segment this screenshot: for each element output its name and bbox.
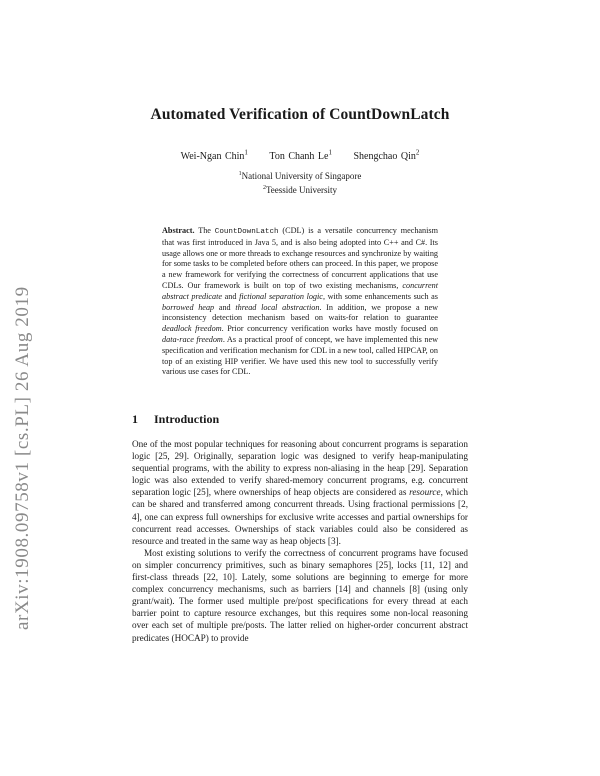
arxiv-identifier-stamp: arXiv:1908.09758v1 [cs.PL] 26 Aug 2019	[12, 286, 33, 630]
affiliations	[132, 169, 468, 196]
abstract: Abstract. The CountDownLatch (CDL) is a versatile concurrency mechanism that was first introduced in Java 5, and is also being adopted into C++ and C#. Its usage allows one or more threads to exchange resources and synchronize by waiting for some tasks to be completed before others can proceed. In this paper, we propose a new framework for verifying the correctness of concurrent applications that use CDLs. Our framework is built on top of two existing mechanisms, concurrent abstract predicate and fictional separation logic, with some enhancements such as borrowed heap and thread local abstraction. In addition, we propose a new inconsistency detection mechanism based on waits-for relation to guarantee deadlock freedom. Prior concurrency verification works have mostly focused on data-race freedom. As a practical proof of concept, we have implemented this new specification and verification mechanism for CDL in a new tool, called HIPCAP, on top of an existing HIP verifier. We have used this new tool to successfully verify various use cases for CDL.	[162, 226, 439, 377]
author-3: Shengchao Qin$^2$	[353, 149, 420, 163]
author-2: Ton Chanh Le$^1$	[269, 149, 332, 163]
author-1: Wei-Ngan Chin$^1$	[180, 149, 248, 163]
affiliation-1: $^1$National University of Singapore	[238, 171, 362, 181]
body-paragraph-2: Most existing solutions to verify the correctness of concurrent programs have focused on simpler concurrency primitives, such as binary semaphores [25], locks [11, 12] and first-class threads [22, 10]. Lately, some solutions are beginning to emerge for more complex concurrency mechanisms, such as barriers [14] and channels [8] (using only grant/wait). The former used multiple pre/post specifications for every thread at each barrier point to capture resource exchanges, but this requires some non-local reasoning over each set of multiple pre/posts. The latter relied on higher-order concurrent abstract predicates (HOCAP) to provide	[132, 547, 468, 643]
paper-title: Automated Verification of CountDownLatch	[150, 106, 450, 123]
body-paragraph-1: One of the most popular techniques for reasoning about concurrent programs is separation logic [25, 29]. Originally, separation logic was designed to verify heap-manipulating sequential programs, with the ability to express non-aliasing in the heap [29]. Separation logic was also extended to verify shared-memory concurrent programs, e.g. concurrent separation logic [25], where ownerships of heap objects are considered as resource, which can be shared and transferred among concurrent threads. Using fractional permissions [2, 4], one can express full ownerships for exclusive write accesses and partial ownerships for concurrent read accesses. Ownerships of stack variables could also be considered as resource and treated in the same way as heap objects [3].	[132, 439, 468, 546]
author-list	[132, 149, 468, 162]
code-term: CountDownLatch	[214, 228, 279, 236]
abstract-label: Abstract.	[162, 226, 195, 235]
section-heading-introduction: 1 Introduction	[132, 412, 220, 426]
affiliation-2: $^2$Teesside University	[262, 184, 338, 195]
introduction-body	[132, 438, 468, 644]
